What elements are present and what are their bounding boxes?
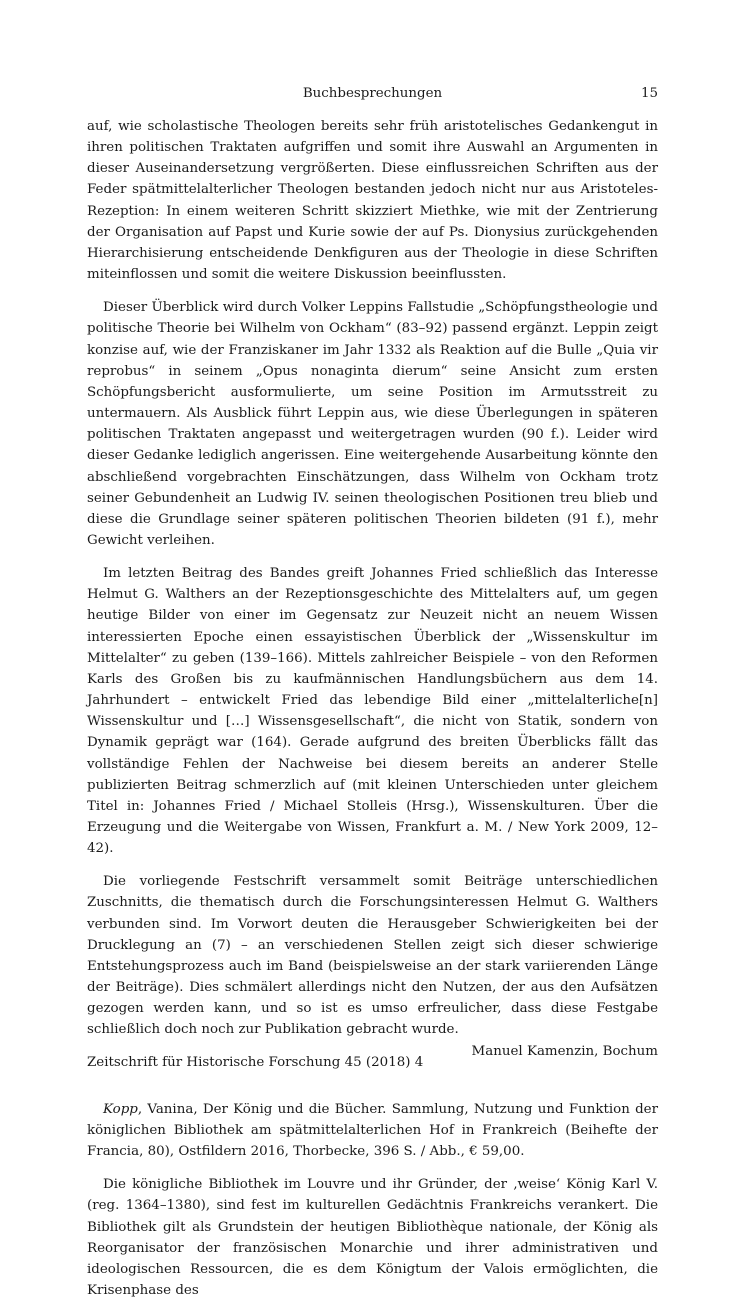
reviewer-signature: Manuel Kamenzin, Bochum bbox=[471, 1043, 658, 1059]
body-text bbox=[87, 116, 658, 1301]
paragraph-conclusion: Die vorliegende Festschrift versammelt somit Beiträge unterschiedlichen Zuschnitts, die thematisch durch die Forschungsinteressen Helmut G. Walthers verbunden sind. Im Vorwort deuten die Herausgeber Schwierigkeiten bei der Drucklegung an (7) – an verschiedenen Stellen zeigt sich dieser schwierige Entstehungsprozess auch im Band (beispielsweise an der stark variierenden Länge der Beiträge). Dies schmälert allerdings nicht den Nutzen, der aus den Aufsätzen gezogen werden kann, und so ist es umso erfreulicher, dass diese Festgabe schließlich doch noch zur Publikation gebracht wurde. bbox=[87, 874, 658, 1038]
paragraph-fried: Im letzten Beitrag des Bandes greift Johannes Fried schließlich das Interesse Helmut G. Walthers an der Rezeptionsgeschichte des Mittelalters auf, um gegen heutige Bilder von einer im Gegensatz zur Neuzeit nicht an neuem Wissen interessierten Epoche einen essayistischen Überblick der „Wissenskultur im Mittelalter“ zu geben (139–166). Mittels zahlreicher Beispiele – von den Reformen Karls des Großen bis zu kaufmännischen Handlungsbüchern aus dem 14. Jahrhundert – entwickelt Fried das lebendige Bild einer „mittelalterliche[n] Wissenskultur und […] Wissensgesellschaft“, die nicht von Statik, sondern von Dynamik geprägt war (164). Gerade aufgrund des breiten Überblicks fällt das vollständige Fehlen der Nachweise bei diesem bereits an anderer Stelle publizierten Beitrag schmerzlich auf (mit kleinen Unterschieden unter gleichem Titel in: Johannes Fried / Michael Stolleis (Hrsg.), Wissenskulturen. Über die Erzeugung und die Weitergabe von Wissen, Frankfurt a. M. / New York 2009, 12–42). bbox=[87, 566, 658, 857]
page-number: 15 bbox=[640, 86, 658, 101]
journal-footer: Zeitschrift für Historische Forschung 45 (2018) 4 bbox=[87, 1055, 424, 1070]
citation-author: Kopp bbox=[103, 1101, 138, 1117]
running-header bbox=[87, 84, 658, 104]
section-title: Buchbesprechungen bbox=[302, 86, 443, 101]
citation-details: , Vanina, Der König und die Bücher. Sammlung, Nutzung und Funktion der königlichen Bibliothek am spätmittelalterlichen Hof in Frankreich (Beihefte der Francia, 80), Ostfildern 2016, Thorbecke, 396 S. / Abb., € 59,00. bbox=[87, 1101, 658, 1160]
review-first-paragraph: Die königliche Bibliothek im Louvre und ihr Gründer, der ‚weise‘ König Karl V. (reg. 1364–1380), sind fest im kulturellen Gedächtnis Frankreichs verankert. Die Bibliothek gilt als Grundstein der heutigen Bibliothèque nationale, der König als Reorganisator der französischen Monarchie und ihrer administrativen und ideologischen Ressourcen, die es dem Königtum der Valois ermöglichten, die Krisenphase des bbox=[87, 1177, 658, 1298]
book-citation bbox=[87, 1099, 658, 1162]
paragraph-leppin: Dieser Überblick wird durch Volker Leppins Fallstudie „Schöpfungstheologie und politische Theorie bei Wilhelm von Ockham“ (83–92) passend ergänzt. Leppin zeigt konzise auf, wie der Franziskaner im Jahr 1332 als Reaktion auf die Bulle „Quia vir reprobus“ in seinem „Opus nonaginta dierum“ seine Ansicht zum ersten Schöpfungsbericht ausformulierte, um seine Position im Armutsstreit zu untermauern. Als Ausblick führt Leppin aus, wie diese Überlegungen in späteren politischen Traktaten angepasst und weitergetragen wurden (90 f.). Leider wird dieser Gedanke lediglich angerissen. Eine weitergehende Ausarbeitung könnte den abschließend vorgebrachten Einschätzungen, dass Wilhelm von Ockham trotz seiner Gebundenheit an Ludwig IV. seinen theologischen Positionen treu blieb und diese die Grundlage seiner späteren politischen Theorien bildeten (91 f.), mehr Gewicht verleihen. bbox=[87, 300, 658, 548]
paragraph-continuation: auf, wie scholastische Theologen bereits sehr früh aristotelisches Gedankengut in ihren politischen Traktaten aufgriffen und somit ihre Auswahl an Argumenten in dieser Auseinandersetzung vergrößerten. Diese einflussreichen Schriften aus der Feder spätmittelalterlicher Theologen bestanden jedoch nicht nur aus Aristoteles-Rezeption: In einem weiteren Schritt skizziert Miethke, wie mit der Zentrierung der Organisation auf Papst und Kurie sowie der auf Ps. Dionysius zurückgehenden Hierarchisierung entscheidende Denkfiguren aus der Theologie in diese Schriften miteinflossen und somit die weitere Diskussion beeinflussten. bbox=[87, 119, 658, 283]
